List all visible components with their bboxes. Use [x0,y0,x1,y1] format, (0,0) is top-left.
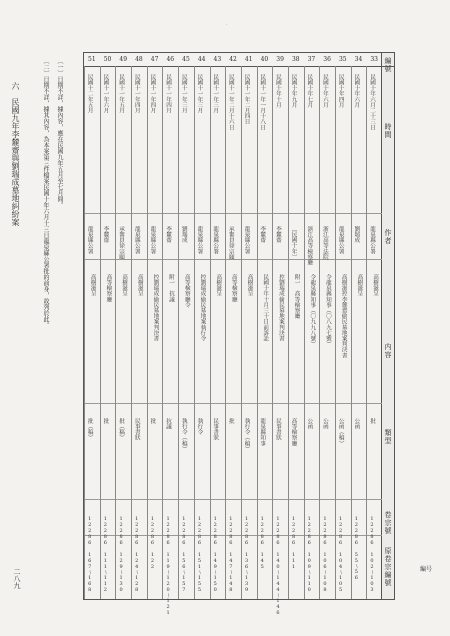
row-page: 104～105 [337,552,344,593]
catalog-row [100,66,116,599]
catalog-rows [84,66,382,616]
row-date: 民國十一年四月 [149,74,156,114]
field-label-date: 時間 [384,123,392,139]
row-date: 民國十一年五月 [118,74,125,114]
row-author: 龍泉縣公署 [86,226,93,254]
row-page: 129～130 [118,552,125,593]
row-content: 令龍泉縣知事（〇八九七號） [324,274,331,347]
catalog-row [241,66,257,599]
row-author: 龍泉縣公署 [196,226,203,254]
row-author: 龍泉縣公署 [337,226,344,254]
row-page: 167～168 [86,552,93,593]
row-page: 119～120～121 [165,552,172,616]
row-number: 36 [323,56,331,63]
row-number: 50 [103,56,112,63]
row-page: 109～110 [306,552,313,593]
row-volume: 12286 [259,516,266,546]
row-volume: 12286 [321,516,328,546]
row-content: 附一 抗議 [168,274,175,302]
row-number: 40 [260,56,269,63]
catalog-row [178,66,194,599]
catalog-row [272,66,288,616]
row-page: 55～56 [353,552,360,581]
catalog-row [131,66,147,599]
catalog-row [257,66,273,599]
row-date: 民國十一年二月十六日 [227,74,234,130]
row-author: 浙江高等法院 [321,226,328,260]
field-label-page: 原卷宗編號 [384,547,392,587]
row-page: 140～144～146 [274,552,281,616]
row-author: 李麓齋 [102,226,109,243]
row-content: 高等檢察廳令 [183,274,190,308]
row-date: 民國十一年四月 [165,74,172,114]
row-volume: 12286 [353,516,360,546]
row-volume: 12286 [133,516,140,546]
field-label-volume: 卷宗號 [384,511,392,535]
number-header-row [84,53,394,67]
row-genre: 執行令 [196,418,203,435]
row-content: 高樹滋呈 [372,274,378,297]
row-number: 43 [213,56,222,63]
row-number: 38 [291,56,300,63]
row-number: 48 [135,56,143,63]
row-author: 龍泉縣公署 [212,226,219,254]
row-page: 156～157 [180,552,187,593]
catalog-row [147,66,163,599]
row-content: 高樹滋呈 [356,274,363,297]
row-genre: 龍泉縣知事 [259,418,266,446]
row-genre: 民事書狀 [212,418,219,441]
row-content: 民國十年十月三十日前訴訟 [262,274,269,342]
row-genre: 民事書狀 [133,418,140,441]
row-author: 劉瑞成 [180,226,187,243]
row-date: 民國十年六月二十三日 [369,74,375,130]
top-mark: · [226,22,228,28]
page-number: 二八九 [13,568,21,589]
catalog-row [162,66,178,616]
row-content: 附一 高等檢察廳 [293,274,300,319]
row-genre: 批（稿） [86,418,93,441]
row-date: 民國十一年二月四日 [243,74,250,125]
row-date: 民國十年六月 [321,74,328,108]
row-author: 〔民國十年〕 [290,226,297,260]
row-page: 147～148 [227,552,234,593]
row-number: 46 [166,56,175,63]
row-volume: 12286 [212,516,219,546]
row-author: 承審員徐宗頤 [227,226,234,260]
row-author: 龍泉縣公署 [369,226,375,254]
row-date: 民國十年九月 [290,74,297,108]
row-author: 李麓齋 [165,226,172,243]
row-content: 控劉瑞成偷民墓地案執行令 [199,274,206,342]
row-content: 高樹滋呈 [89,274,96,297]
row-genre: 公函（稿） [337,418,344,446]
row-genre: 高等檢察廳 [290,418,297,446]
row-page: 136～139 [243,552,250,593]
field-label-content: 内容 [384,343,392,359]
row-volume: 12286 [196,516,203,546]
row-page: 102～103 [369,552,375,593]
row-date: 民國十一年六月 [102,74,109,114]
row-date: 民國十年六月 [353,74,360,108]
row-number: 51 [88,56,96,63]
row-volume: 12286 [290,516,297,546]
row-author: 承審員徐宗頤 [118,226,125,260]
row-author: 浙江高等檢察廳 [306,226,313,266]
row-volume: 12286 [102,516,109,546]
field-label-column [381,53,394,599]
row-number: 35 [338,56,347,63]
row-content: 令龍泉縣知事（〇九九八號） [309,274,316,347]
field-label-number: 編號 [384,57,392,73]
catalog-row [366,66,382,599]
row-date: 民國十年十月 [274,74,281,108]
row-genre: 批 [227,418,234,424]
row-volume: 12286 [227,516,234,546]
row-page: 124～128 [133,552,140,593]
catalog-table [83,52,395,616]
row-number: 33 [370,56,378,63]
row-number: 47 [150,56,159,63]
row-page: 149～150 [212,552,219,593]
catalog-row [210,66,226,599]
row-volume: 12286 [274,516,281,546]
row-genre: 公函 [353,418,360,430]
row-volume: 12286 [165,516,172,546]
row-volume: 12286 [243,516,250,546]
catalog-row [351,66,367,599]
row-content: 控劉瑞成偷民墓地案判決書 [152,274,159,342]
row-number: 49 [119,56,128,63]
row-page: 106～108 [321,552,328,593]
row-volume: 12286 [306,516,313,546]
row-content: 高等檢察廳 [105,274,112,302]
row-date: 民國十年四月 [337,74,344,108]
row-number: 41 [244,56,253,63]
row-date: 民國十年七月 [306,74,313,108]
row-volume: 12286 [369,516,375,546]
row-page: 111～112 [102,552,109,593]
row-content: 高等檢察廳 [230,274,237,302]
row-volume: 12286 [86,516,93,546]
row-page: 151～155 [196,552,203,593]
row-genre: 執行令（稿） [243,418,250,452]
row-genre: 批 [102,418,109,424]
corner-mark: 編号 [420,566,433,573]
footnote-1: 〔一〕日期不詳，據內容，應在民國九年五月至七月間。 [56,58,63,208]
row-content: 高樹滋呈 [246,274,253,297]
row-author: 龍泉縣公署 [133,226,140,254]
row-number: 37 [307,56,316,63]
catalog-row [194,66,210,599]
row-page: 122 [149,552,156,570]
row-author: 李麓齋 [274,226,281,243]
row-date: 民國十一年三月 [196,74,203,114]
row-page: 145 [259,552,266,570]
row-date: 民國十一年一月十八日 [259,74,266,130]
row-author: 龍泉縣公署 [149,226,156,254]
section-title: 六 民國九年李麓齋與劉瑞成墓地糾紛案 [11,82,20,226]
row-content: 高樹滋呈 [215,274,222,297]
row-volume: 12286 [337,516,344,546]
row-volume: 12286 [180,516,187,546]
field-label-author: 作者 [384,229,392,245]
row-genre: 公函 [321,418,328,430]
row-number: 34 [354,56,363,63]
row-date: 民國十一年三月 [212,74,219,114]
row-content: 高樹滋控李麓齋偷民墓地案判決書 [340,274,347,358]
catalog-row [304,66,320,599]
row-number: 44 [197,56,206,63]
row-genre: 批 [369,418,375,424]
row-content: 控劉瑞成偷民墓地案判決書 [277,274,284,342]
row-genre: 批（稿） [118,418,125,441]
row-volume: 12286 [118,516,125,546]
row-genre: 批 [149,418,156,424]
row-number: 42 [229,56,237,63]
footnote-2: 〔二〕日期不詳，據其內容，為本案第三件檔案民國十年六月十三日龍泉縣公署批的前身，故列於此。 [42,58,49,328]
row-content: 高樹滋呈 [136,274,143,297]
catalog-row [115,66,131,599]
catalog-row [288,66,304,599]
row-author: 劉瑞成 [353,226,360,243]
row-genre: 公函 [306,418,313,430]
row-date: 民國十一年三月 [180,74,187,114]
row-volume: 12286 [149,516,156,546]
row-number: 45 [182,56,190,63]
row-genre: 執行令（稿） [180,418,187,452]
catalog-row [84,66,100,599]
row-author: 李麓齋 [259,226,266,243]
field-label-genre: 類型 [384,429,392,445]
catalog-row [319,66,335,599]
row-date: 民國十二年五月 [86,74,93,114]
row-genre: 民事書狀 [274,418,281,441]
catalog-row [225,66,241,599]
row-date: 民國十一年四月 [133,74,140,114]
row-content: 高樹滋呈 [121,274,128,297]
row-number: 39 [276,56,284,63]
catalog-row [335,66,351,599]
row-genre: 抗議 [165,418,172,430]
row-page: 111 [290,552,297,570]
row-author: 龍泉縣公署 [243,226,250,254]
